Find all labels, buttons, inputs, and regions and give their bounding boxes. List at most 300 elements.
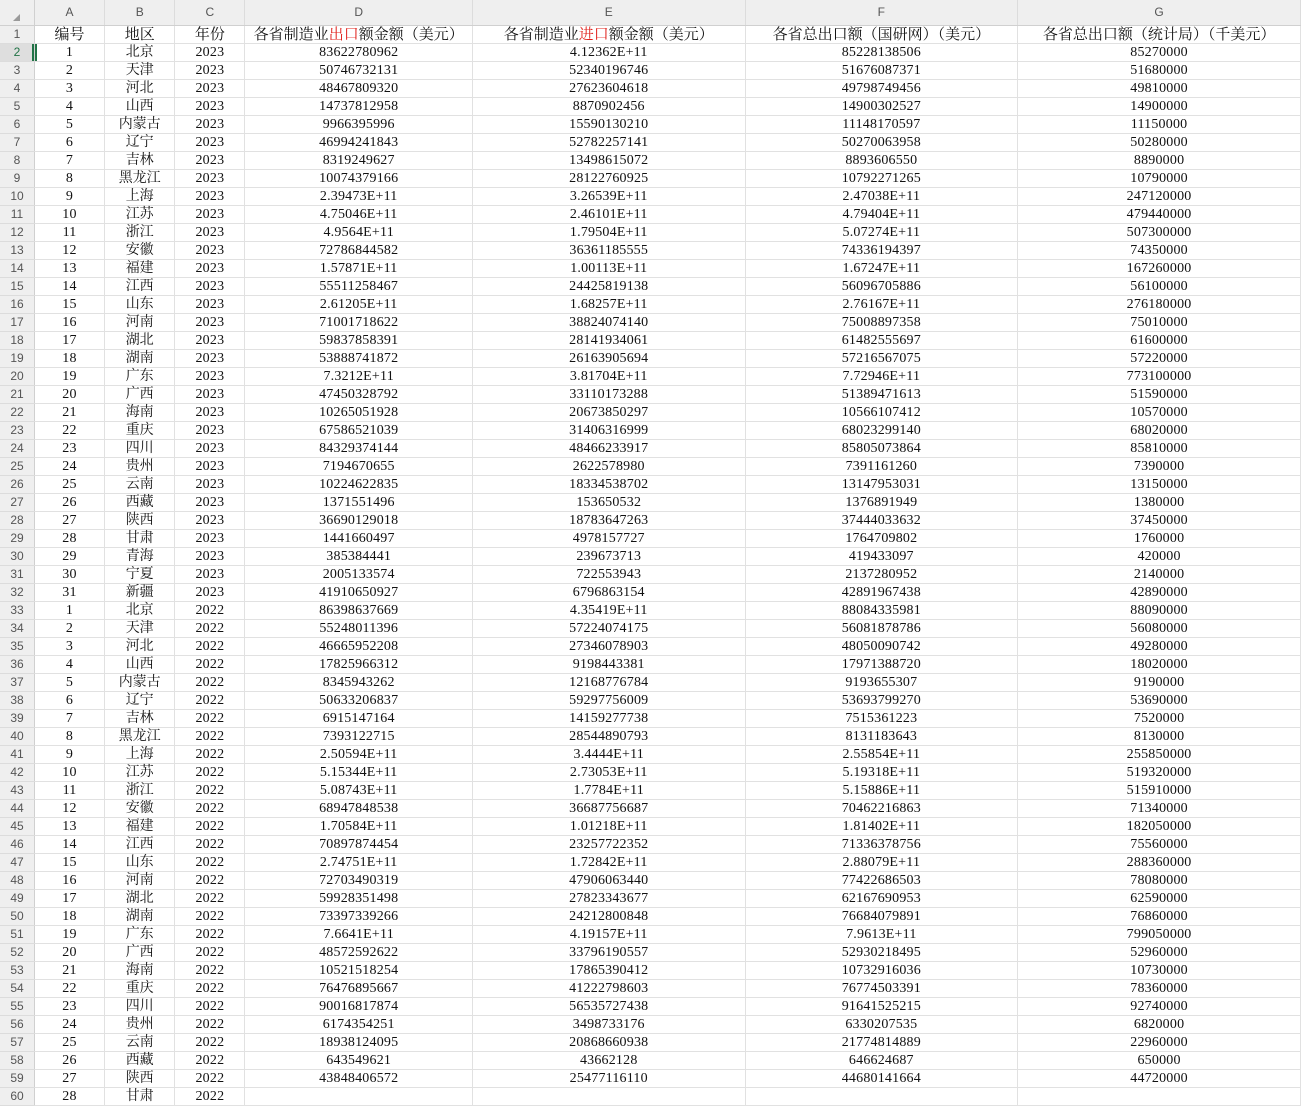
cell-id[interactable]: 19 (34, 368, 104, 386)
cell-region[interactable]: 云南 (105, 1034, 175, 1052)
cell-region[interactable]: 四川 (105, 998, 175, 1016)
cell-mfg-export[interactable]: 6915147164 (245, 710, 473, 728)
cell-region[interactable]: 陕西 (105, 512, 175, 530)
cell-id[interactable]: 7 (34, 152, 104, 170)
cell-total-export-stats[interactable]: 62590000 (1018, 890, 1301, 908)
cell-mfg-export[interactable]: 67586521039 (245, 422, 473, 440)
column-header-f[interactable]: F (745, 0, 1018, 26)
cell-mfg-export[interactable]: 8345943262 (245, 674, 473, 692)
cell-id[interactable]: 20 (34, 386, 104, 404)
cell-id[interactable]: 5 (34, 674, 104, 692)
row-number[interactable]: 40 (0, 728, 34, 746)
cell-total-export-gyw[interactable]: 48050090742 (745, 638, 1018, 656)
cell-id[interactable]: 26 (34, 1052, 104, 1070)
cell-mfg-import[interactable]: 28544890793 (473, 728, 746, 746)
row-number[interactable]: 2 (0, 44, 34, 62)
cell-mfg-import[interactable]: 12168776784 (473, 674, 746, 692)
cell-mfg-export[interactable]: 7393122715 (245, 728, 473, 746)
cell-total-export-gyw[interactable]: 52930218495 (745, 944, 1018, 962)
row-number[interactable]: 17 (0, 314, 34, 332)
cell-mfg-export[interactable]: 2.74751E+11 (245, 854, 473, 872)
cell-total-export-gyw[interactable]: 5.15886E+11 (745, 782, 1018, 800)
cell-mfg-export[interactable]: 14737812958 (245, 98, 473, 116)
cell-id[interactable]: 24 (34, 1016, 104, 1034)
cell-total-export-stats[interactable]: 14900000 (1018, 98, 1301, 116)
cell-total-export-stats[interactable]: 42890000 (1018, 584, 1301, 602)
cell-total-export-gyw[interactable]: 53693799270 (745, 692, 1018, 710)
cell-region[interactable]: 山西 (105, 98, 175, 116)
column-header-c[interactable]: C (175, 0, 245, 26)
cell-id[interactable]: 13 (34, 260, 104, 278)
header-cell-total-export-stats[interactable]: 各省总出口额（统计局）（千美元） (1018, 26, 1301, 44)
cell-region[interactable]: 河南 (105, 314, 175, 332)
cell-mfg-export[interactable]: 4.9564E+11 (245, 224, 473, 242)
cell-year[interactable]: 2022 (175, 962, 245, 980)
cell-mfg-export[interactable]: 1371551496 (245, 494, 473, 512)
cell-total-export-gyw[interactable]: 88084335981 (745, 602, 1018, 620)
cell-total-export-gyw[interactable]: 8131183643 (745, 728, 1018, 746)
cell-region[interactable]: 山东 (105, 854, 175, 872)
cell-total-export-stats[interactable]: 7390000 (1018, 458, 1301, 476)
cell-year[interactable]: 2022 (175, 872, 245, 890)
row-number[interactable]: 39 (0, 710, 34, 728)
header-cell-year[interactable]: 年份 (175, 26, 245, 44)
row-number[interactable]: 51 (0, 926, 34, 944)
cell-region[interactable]: 西藏 (105, 494, 175, 512)
cell-mfg-import[interactable]: 153650532 (473, 494, 746, 512)
cell-mfg-export[interactable]: 4.75046E+11 (245, 206, 473, 224)
cell-id[interactable]: 2 (34, 62, 104, 80)
cell-mfg-import[interactable]: 3498733176 (473, 1016, 746, 1034)
cell-year[interactable]: 2022 (175, 818, 245, 836)
cell-year[interactable]: 2022 (175, 764, 245, 782)
cell-id[interactable]: 14 (34, 836, 104, 854)
cell-year[interactable]: 2023 (175, 260, 245, 278)
row-number[interactable]: 31 (0, 566, 34, 584)
cell-id[interactable]: 18 (34, 908, 104, 926)
cell-total-export-stats[interactable]: 479440000 (1018, 206, 1301, 224)
cell-region[interactable]: 湖北 (105, 332, 175, 350)
cell-id[interactable]: 6 (34, 134, 104, 152)
cell-id[interactable]: 17 (34, 332, 104, 350)
cell-id[interactable]: 9 (34, 746, 104, 764)
cell-total-export-stats[interactable]: 2140000 (1018, 566, 1301, 584)
cell-year[interactable]: 2022 (175, 656, 245, 674)
cell-mfg-import[interactable]: 8870902456 (473, 98, 746, 116)
cell-mfg-export[interactable]: 53888741872 (245, 350, 473, 368)
cell-id[interactable]: 28 (34, 530, 104, 548)
cell-total-export-stats[interactable]: 78080000 (1018, 872, 1301, 890)
cell-total-export-gyw[interactable]: 10792271265 (745, 170, 1018, 188)
cell-year[interactable]: 2023 (175, 440, 245, 458)
cell-id[interactable]: 19 (34, 926, 104, 944)
cell-year[interactable]: 2023 (175, 548, 245, 566)
cell-region[interactable]: 福建 (105, 260, 175, 278)
row-number[interactable]: 5 (0, 98, 34, 116)
row-number[interactable]: 23 (0, 422, 34, 440)
cell-year[interactable]: 2022 (175, 890, 245, 908)
cell-mfg-import[interactable]: 48466233917 (473, 440, 746, 458)
cell-total-export-gyw[interactable]: 14900302527 (745, 98, 1018, 116)
row-number[interactable]: 21 (0, 386, 34, 404)
cell-id[interactable]: 23 (34, 998, 104, 1016)
cell-mfg-import[interactable]: 23257722352 (473, 836, 746, 854)
column-header-b[interactable]: B (105, 0, 175, 26)
cell-region[interactable]: 天津 (105, 62, 175, 80)
cell-region[interactable]: 天津 (105, 620, 175, 638)
cell-total-export-gyw[interactable]: 85805073864 (745, 440, 1018, 458)
row-number[interactable]: 12 (0, 224, 34, 242)
cell-mfg-export[interactable]: 10265051928 (245, 404, 473, 422)
row-number[interactable]: 3 (0, 62, 34, 80)
cell-total-export-stats[interactable]: 247120000 (1018, 188, 1301, 206)
cell-total-export-stats[interactable]: 50280000 (1018, 134, 1301, 152)
cell-region[interactable]: 海南 (105, 962, 175, 980)
cell-year[interactable]: 2022 (175, 944, 245, 962)
cell-total-export-gyw[interactable] (745, 1088, 1018, 1106)
cell-year[interactable]: 2023 (175, 170, 245, 188)
cell-total-export-gyw[interactable]: 91641525215 (745, 998, 1018, 1016)
cell-id[interactable]: 16 (34, 872, 104, 890)
cell-year[interactable]: 2022 (175, 728, 245, 746)
cell-id[interactable]: 10 (34, 206, 104, 224)
cell-id[interactable]: 2 (34, 620, 104, 638)
cell-mfg-import[interactable] (473, 1088, 746, 1106)
cell-mfg-import[interactable]: 6796863154 (473, 584, 746, 602)
row-number[interactable]: 27 (0, 494, 34, 512)
cell-total-export-gyw[interactable]: 2.55854E+11 (745, 746, 1018, 764)
cell-total-export-stats[interactable]: 9190000 (1018, 674, 1301, 692)
cell-region[interactable]: 重庆 (105, 422, 175, 440)
cell-total-export-stats[interactable]: 52960000 (1018, 944, 1301, 962)
cell-region[interactable]: 陕西 (105, 1070, 175, 1088)
select-all-corner[interactable] (0, 0, 34, 26)
cell-region[interactable]: 广西 (105, 944, 175, 962)
cell-id[interactable]: 7 (34, 710, 104, 728)
cell-total-export-gyw[interactable]: 51676087371 (745, 62, 1018, 80)
cell-year[interactable]: 2023 (175, 368, 245, 386)
cell-year[interactable]: 2023 (175, 566, 245, 584)
cell-year[interactable]: 2022 (175, 782, 245, 800)
cell-year[interactable]: 2023 (175, 386, 245, 404)
cell-region[interactable]: 西藏 (105, 1052, 175, 1070)
cell-mfg-export[interactable]: 8319249627 (245, 152, 473, 170)
row-number[interactable]: 19 (0, 350, 34, 368)
cell-mfg-import[interactable]: 15590130210 (473, 116, 746, 134)
cell-id[interactable]: 4 (34, 98, 104, 116)
cell-total-export-stats[interactable]: 255850000 (1018, 746, 1301, 764)
cell-total-export-stats[interactable]: 1760000 (1018, 530, 1301, 548)
column-header-d[interactable]: D (245, 0, 473, 26)
cell-id[interactable]: 18 (34, 350, 104, 368)
cell-year[interactable]: 2022 (175, 638, 245, 656)
cell-total-export-gyw[interactable]: 1.81402E+11 (745, 818, 1018, 836)
cell-mfg-import[interactable]: 1.72842E+11 (473, 854, 746, 872)
cell-id[interactable]: 22 (34, 980, 104, 998)
cell-mfg-export[interactable]: 10224622835 (245, 476, 473, 494)
header-cell-total-export-gyw[interactable]: 各省总出口额（国研网）（美元） (745, 26, 1018, 44)
cell-region[interactable]: 内蒙古 (105, 674, 175, 692)
cell-mfg-export[interactable]: 2.50594E+11 (245, 746, 473, 764)
cell-total-export-gyw[interactable]: 646624687 (745, 1052, 1018, 1070)
cell-year[interactable]: 2023 (175, 152, 245, 170)
cell-region[interactable]: 河南 (105, 872, 175, 890)
cell-total-export-gyw[interactable]: 419433097 (745, 548, 1018, 566)
cell-total-export-stats[interactable]: 650000 (1018, 1052, 1301, 1070)
cell-total-export-stats[interactable]: 22960000 (1018, 1034, 1301, 1052)
cell-region[interactable]: 浙江 (105, 224, 175, 242)
cell-mfg-import[interactable]: 24425819138 (473, 278, 746, 296)
cell-region[interactable]: 湖北 (105, 890, 175, 908)
cell-mfg-export[interactable]: 83622780962 (245, 44, 473, 62)
cell-total-export-gyw[interactable]: 49798749456 (745, 80, 1018, 98)
cell-id[interactable]: 29 (34, 548, 104, 566)
row-number[interactable]: 45 (0, 818, 34, 836)
cell-region[interactable]: 安徽 (105, 242, 175, 260)
cell-mfg-export[interactable]: 50633206837 (245, 692, 473, 710)
cell-year[interactable]: 2023 (175, 350, 245, 368)
cell-mfg-export[interactable]: 17825966312 (245, 656, 473, 674)
cell-year[interactable]: 2023 (175, 206, 245, 224)
cell-mfg-export[interactable]: 10074379166 (245, 170, 473, 188)
cell-total-export-gyw[interactable]: 5.07274E+11 (745, 224, 1018, 242)
header-cell-id[interactable]: 编号 (34, 26, 104, 44)
cell-mfg-import[interactable]: 24212800848 (473, 908, 746, 926)
cell-total-export-stats[interactable]: 92740000 (1018, 998, 1301, 1016)
cell-region[interactable]: 河北 (105, 80, 175, 98)
cell-mfg-import[interactable]: 41222798603 (473, 980, 746, 998)
cell-mfg-import[interactable]: 239673713 (473, 548, 746, 566)
cell-total-export-gyw[interactable]: 6330207535 (745, 1016, 1018, 1034)
row-number[interactable]: 9 (0, 170, 34, 188)
cell-total-export-gyw[interactable]: 7.9613E+11 (745, 926, 1018, 944)
cell-year[interactable]: 2022 (175, 836, 245, 854)
cell-total-export-stats[interactable] (1018, 1088, 1301, 1106)
cell-total-export-gyw[interactable]: 51389471613 (745, 386, 1018, 404)
cell-mfg-export[interactable]: 2.61205E+11 (245, 296, 473, 314)
cell-region[interactable]: 海南 (105, 404, 175, 422)
cell-year[interactable]: 2023 (175, 224, 245, 242)
cell-region[interactable]: 上海 (105, 746, 175, 764)
cell-id[interactable]: 3 (34, 80, 104, 98)
column-header-a[interactable]: A (34, 0, 104, 26)
cell-mfg-import[interactable]: 36361185555 (473, 242, 746, 260)
cell-mfg-export[interactable]: 36690129018 (245, 512, 473, 530)
cell-region[interactable]: 吉林 (105, 152, 175, 170)
cell-year[interactable]: 2023 (175, 188, 245, 206)
cell-mfg-import[interactable]: 14159277738 (473, 710, 746, 728)
cell-region[interactable]: 湖南 (105, 350, 175, 368)
cell-mfg-import[interactable]: 20868660938 (473, 1034, 746, 1052)
cell-total-export-stats[interactable]: 74350000 (1018, 242, 1301, 260)
cell-id[interactable]: 11 (34, 782, 104, 800)
cell-total-export-stats[interactable]: 53690000 (1018, 692, 1301, 710)
cell-mfg-import[interactable]: 9198443381 (473, 656, 746, 674)
cell-mfg-import[interactable]: 4.35419E+11 (473, 602, 746, 620)
cell-total-export-gyw[interactable]: 62167690953 (745, 890, 1018, 908)
cell-id[interactable]: 23 (34, 440, 104, 458)
cell-mfg-import[interactable]: 47906063440 (473, 872, 746, 890)
cell-total-export-gyw[interactable]: 56081878786 (745, 620, 1018, 638)
row-number[interactable]: 10 (0, 188, 34, 206)
cell-mfg-import[interactable]: 1.68257E+11 (473, 296, 746, 314)
cell-region[interactable]: 江苏 (105, 764, 175, 782)
cell-region[interactable]: 辽宁 (105, 692, 175, 710)
cell-id[interactable]: 10 (34, 764, 104, 782)
cell-id[interactable]: 6 (34, 692, 104, 710)
cell-year[interactable]: 2023 (175, 80, 245, 98)
cell-year[interactable]: 2023 (175, 422, 245, 440)
cell-total-export-stats[interactable]: 182050000 (1018, 818, 1301, 836)
row-number[interactable]: 53 (0, 962, 34, 980)
cell-mfg-export[interactable]: 7.3212E+11 (245, 368, 473, 386)
cell-mfg-import[interactable]: 13498615072 (473, 152, 746, 170)
cell-year[interactable]: 2022 (175, 980, 245, 998)
cell-total-export-stats[interactable]: 44720000 (1018, 1070, 1301, 1088)
cell-region[interactable]: 黑龙江 (105, 728, 175, 746)
cell-id[interactable]: 14 (34, 278, 104, 296)
cell-id[interactable]: 21 (34, 404, 104, 422)
cell-mfg-export[interactable]: 71001718622 (245, 314, 473, 332)
cell-id[interactable]: 9 (34, 188, 104, 206)
cell-total-export-stats[interactable]: 10730000 (1018, 962, 1301, 980)
cell-total-export-stats[interactable]: 1380000 (1018, 494, 1301, 512)
cell-mfg-import[interactable]: 4978157727 (473, 530, 746, 548)
cell-total-export-stats[interactable]: 6820000 (1018, 1016, 1301, 1034)
cell-year[interactable]: 2023 (175, 512, 245, 530)
cell-mfg-import[interactable]: 28141934061 (473, 332, 746, 350)
cell-total-export-stats[interactable]: 78360000 (1018, 980, 1301, 998)
cell-total-export-stats[interactable]: 288360000 (1018, 854, 1301, 872)
cell-mfg-import[interactable]: 36687756687 (473, 800, 746, 818)
cell-total-export-stats[interactable]: 49810000 (1018, 80, 1301, 98)
cell-id[interactable]: 4 (34, 656, 104, 674)
row-number[interactable]: 44 (0, 800, 34, 818)
cell-region[interactable]: 浙江 (105, 782, 175, 800)
cell-mfg-import[interactable]: 57224074175 (473, 620, 746, 638)
cell-mfg-export[interactable]: 47450328792 (245, 386, 473, 404)
cell-mfg-export[interactable] (245, 1088, 473, 1106)
cell-year[interactable]: 2023 (175, 314, 245, 332)
row-number[interactable]: 38 (0, 692, 34, 710)
row-number[interactable]: 26 (0, 476, 34, 494)
row-number[interactable]: 15 (0, 278, 34, 296)
cell-mfg-import[interactable]: 4.12362E+11 (473, 44, 746, 62)
row-number[interactable]: 54 (0, 980, 34, 998)
cell-mfg-import[interactable]: 33110173288 (473, 386, 746, 404)
row-number[interactable]: 18 (0, 332, 34, 350)
row-number[interactable]: 14 (0, 260, 34, 278)
row-number[interactable]: 16 (0, 296, 34, 314)
cell-region[interactable]: 吉林 (105, 710, 175, 728)
row-number[interactable]: 37 (0, 674, 34, 692)
cell-total-export-stats[interactable]: 85270000 (1018, 44, 1301, 62)
cell-total-export-gyw[interactable]: 7515361223 (745, 710, 1018, 728)
cell-year[interactable]: 2023 (175, 332, 245, 350)
row-number[interactable]: 34 (0, 620, 34, 638)
cell-id[interactable]: 1 (34, 44, 104, 62)
cell-total-export-gyw[interactable]: 11148170597 (745, 116, 1018, 134)
cell-mfg-export[interactable]: 1.70584E+11 (245, 818, 473, 836)
cell-year[interactable]: 2023 (175, 476, 245, 494)
cell-id[interactable]: 22 (34, 422, 104, 440)
cell-region[interactable]: 广东 (105, 368, 175, 386)
cell-total-export-gyw[interactable]: 7391161260 (745, 458, 1018, 476)
cell-total-export-stats[interactable]: 85810000 (1018, 440, 1301, 458)
cell-total-export-gyw[interactable]: 57216567075 (745, 350, 1018, 368)
cell-total-export-gyw[interactable]: 13147953031 (745, 476, 1018, 494)
cell-id[interactable]: 31 (34, 584, 104, 602)
cell-total-export-gyw[interactable]: 4.79404E+11 (745, 206, 1018, 224)
cell-total-export-stats[interactable]: 276180000 (1018, 296, 1301, 314)
cell-total-export-stats[interactable]: 51680000 (1018, 62, 1301, 80)
cell-total-export-gyw[interactable]: 1.67247E+11 (745, 260, 1018, 278)
row-number[interactable]: 60 (0, 1088, 34, 1106)
cell-id[interactable]: 27 (34, 1070, 104, 1088)
cell-region[interactable]: 重庆 (105, 980, 175, 998)
cell-total-export-stats[interactable]: 10570000 (1018, 404, 1301, 422)
cell-total-export-gyw[interactable]: 75008897358 (745, 314, 1018, 332)
row-number[interactable]: 11 (0, 206, 34, 224)
cell-mfg-export[interactable]: 55248011396 (245, 620, 473, 638)
cell-mfg-import[interactable]: 1.7784E+11 (473, 782, 746, 800)
cell-mfg-import[interactable]: 1.01218E+11 (473, 818, 746, 836)
row-number[interactable]: 28 (0, 512, 34, 530)
cell-year[interactable]: 2022 (175, 674, 245, 692)
cell-total-export-stats[interactable]: 167260000 (1018, 260, 1301, 278)
cell-id[interactable]: 5 (34, 116, 104, 134)
cell-year[interactable]: 2023 (175, 62, 245, 80)
cell-total-export-gyw[interactable]: 10732916036 (745, 962, 1018, 980)
cell-mfg-export[interactable]: 7.6641E+11 (245, 926, 473, 944)
cell-region[interactable]: 甘肃 (105, 530, 175, 548)
cell-year[interactable]: 2022 (175, 710, 245, 728)
cell-id[interactable]: 20 (34, 944, 104, 962)
cell-mfg-import[interactable]: 52340196746 (473, 62, 746, 80)
row-number[interactable]: 25 (0, 458, 34, 476)
row-number[interactable]: 33 (0, 602, 34, 620)
cell-year[interactable]: 2023 (175, 404, 245, 422)
cell-mfg-export[interactable]: 2005133574 (245, 566, 473, 584)
cell-year[interactable]: 2022 (175, 1052, 245, 1070)
cell-region[interactable]: 辽宁 (105, 134, 175, 152)
cell-region[interactable]: 云南 (105, 476, 175, 494)
cell-total-export-gyw[interactable]: 42891967438 (745, 584, 1018, 602)
cell-total-export-stats[interactable]: 8890000 (1018, 152, 1301, 170)
row-number[interactable]: 30 (0, 548, 34, 566)
cell-mfg-export[interactable]: 18938124095 (245, 1034, 473, 1052)
cell-region[interactable]: 甘肃 (105, 1088, 175, 1106)
cell-mfg-import[interactable]: 18334538702 (473, 476, 746, 494)
cell-id[interactable]: 24 (34, 458, 104, 476)
cell-total-export-stats[interactable]: 76860000 (1018, 908, 1301, 926)
cell-region[interactable]: 广西 (105, 386, 175, 404)
cell-mfg-export[interactable]: 90016817874 (245, 998, 473, 1016)
cell-year[interactable]: 2023 (175, 242, 245, 260)
cell-year[interactable]: 2022 (175, 692, 245, 710)
cell-mfg-import[interactable]: 1.79504E+11 (473, 224, 746, 242)
row-number[interactable]: 56 (0, 1016, 34, 1034)
cell-mfg-import[interactable]: 31406316999 (473, 422, 746, 440)
cell-mfg-import[interactable]: 17865390412 (473, 962, 746, 980)
row-number[interactable]: 55 (0, 998, 34, 1016)
cell-year[interactable]: 2023 (175, 134, 245, 152)
cell-region[interactable]: 宁夏 (105, 566, 175, 584)
cell-mfg-export[interactable]: 643549621 (245, 1052, 473, 1070)
cell-total-export-stats[interactable]: 68020000 (1018, 422, 1301, 440)
row-number[interactable]: 4 (0, 80, 34, 98)
cell-region[interactable]: 北京 (105, 44, 175, 62)
